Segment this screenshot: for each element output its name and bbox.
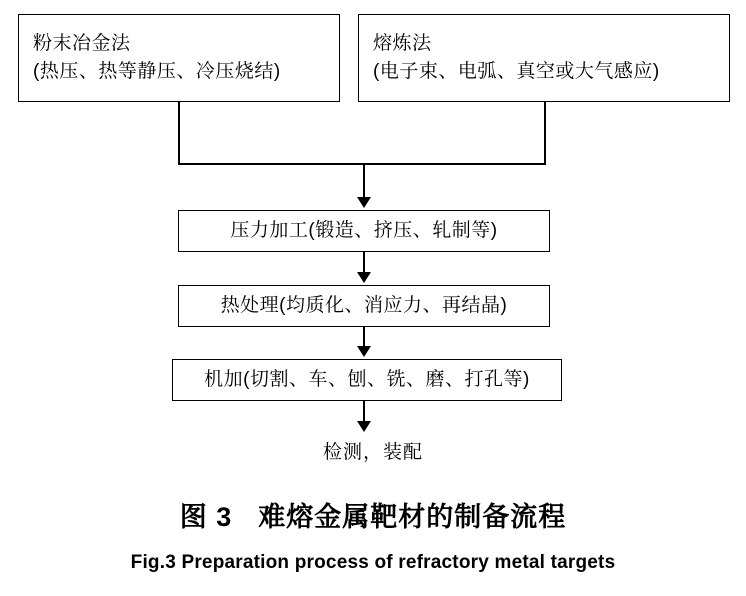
flow-node-machining [172,359,562,401]
connector-heat-to-machining [363,327,365,348]
arrow-to-machining [357,346,371,357]
figure-caption-english: Fig.3 Preparation process of refractory metal targets [130,552,616,573]
flow-node-melting [358,14,730,102]
connector-merge-to-pressure [363,163,365,199]
flow-node-heat-treatment [178,285,550,327]
connector-melting-down [544,102,546,164]
arrow-to-heat-treatment [357,272,371,283]
flow-node-powder-metallurgy-line-2: (热压、热等静压、冷压烧结) [33,61,281,82]
flow-node-melting-line-1: 熔炼法 [373,32,432,54]
connector-machining-to-inspection [363,401,365,423]
flow-node-pressure-working [178,210,550,252]
flow-node-heat-treatment-line-1: 热处理(均质化、消应力、再结晶) [220,294,508,316]
figure-title-chinese: 难熔金属靶材的制备流程 [258,502,567,532]
connector-powder-metallurgy-down [178,102,180,164]
flow-node-powder-metallurgy-line-1: 粉末冶金法 [33,32,131,54]
figure-number-label: 图 3 [179,502,233,532]
arrow-to-inspection-assembly [357,421,371,432]
connector-pressure-to-heat [363,252,365,274]
flow-node-inspection-assembly: 检测，装配 [322,442,423,463]
flow-node-melting-line-2: (电子束、电弧、真空或大气感应) [373,61,660,82]
figure-caption-chinese [0,495,746,534]
connector-merge-bar [178,163,546,165]
flow-node-pressure-working-line-1: 压力加工(锻造、挤压、轧制等) [230,219,498,241]
flow-node-powder-metallurgy [18,14,340,102]
flow-node-machining-line-1: 机加(切割、车、刨、铣、磨、打孔等) [204,368,530,390]
arrow-to-pressure-working [357,197,371,208]
